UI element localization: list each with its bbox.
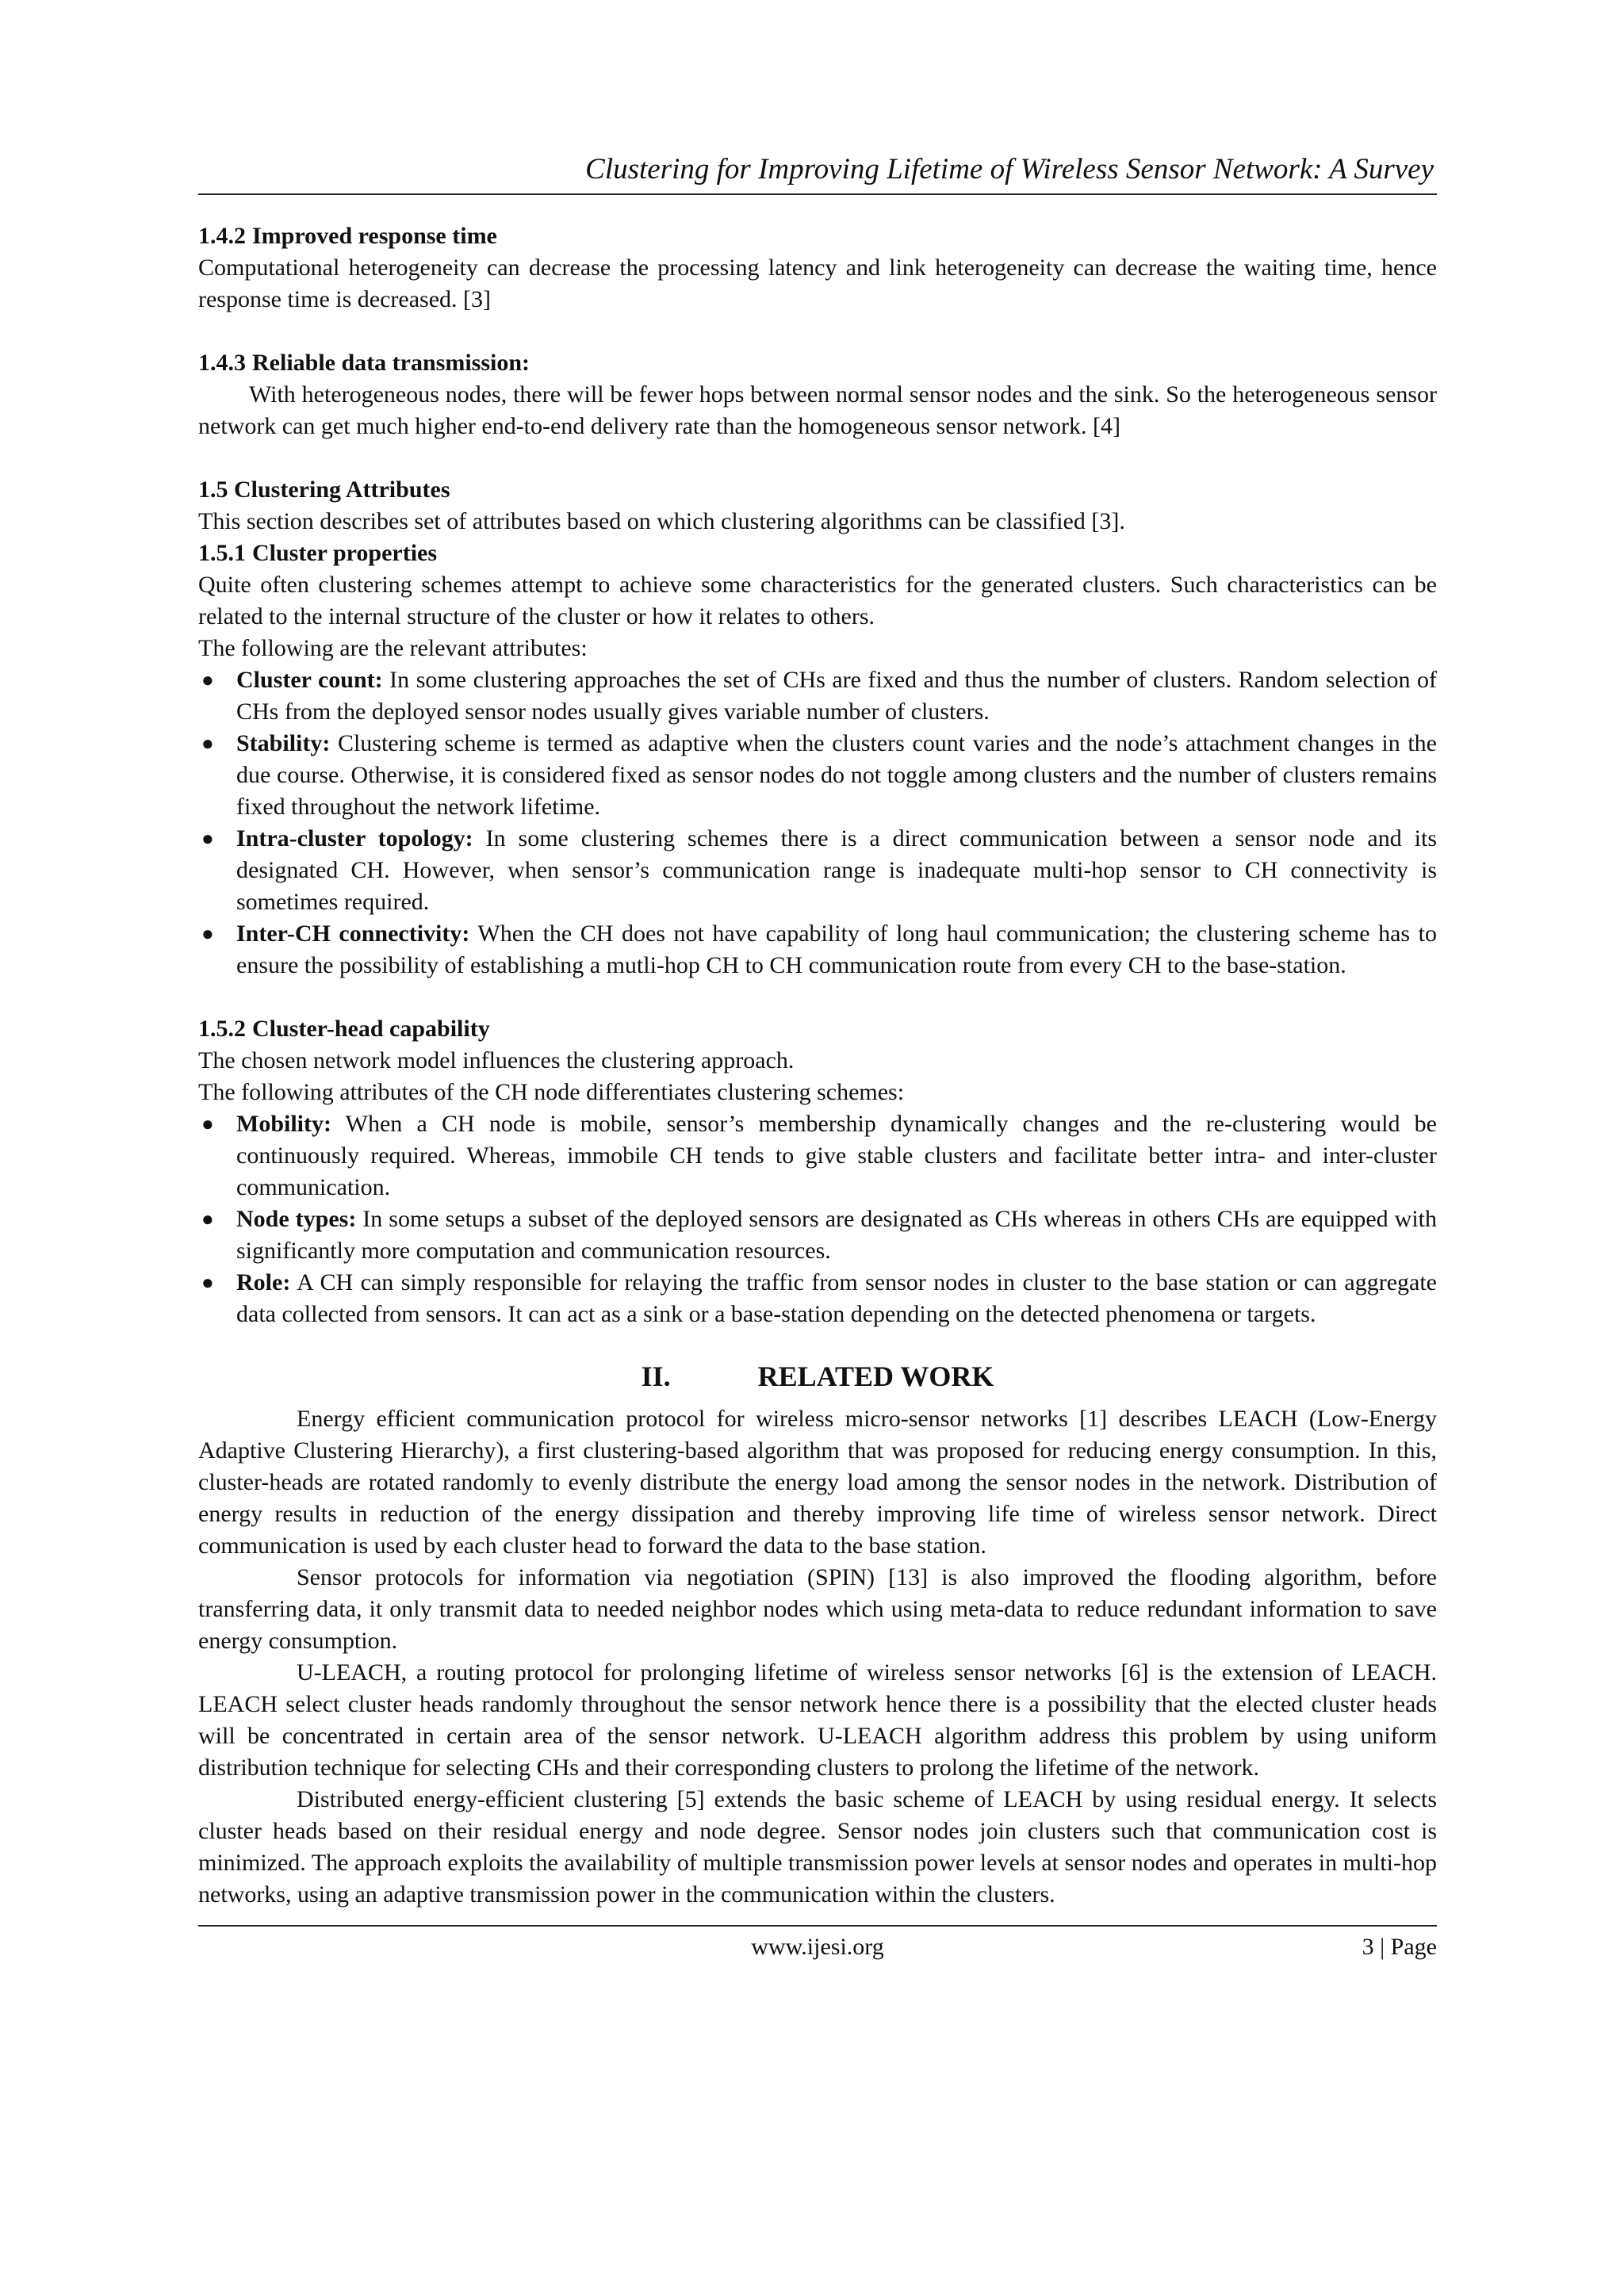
heading-title: Cluster properties xyxy=(252,540,438,566)
paragraph-network-model: The chosen network model influences the clustering approach. xyxy=(198,1047,795,1073)
paragraph-distributed-clustering: Distributed energy-efficient clustering [5] extends the basic scheme of LEACH by using residual energy. It selects cluster heads based on their residual energy and node degree. Sensor nodes join clusters such that communication cost is minimized. The approach exploits the availability of multiple transmission power levels at sensor nodes and operates in multi-hop networks, using an adaptive transmission power in the communication within the clusters. xyxy=(198,1786,1437,1908)
heading-number: 1.4.2 xyxy=(198,223,246,249)
list-term: Role: xyxy=(236,1269,291,1295)
list-item xyxy=(198,823,1437,918)
heading-number: 1.5.2 xyxy=(198,1016,246,1042)
list-item xyxy=(198,1267,1437,1330)
list-item xyxy=(198,1203,1437,1267)
page xyxy=(198,151,1437,1965)
list-term: Intra-cluster topology: xyxy=(236,825,473,851)
list-item xyxy=(198,728,1437,823)
heading-title: Cluster-head capability xyxy=(252,1016,490,1042)
section-heading-related-work xyxy=(198,1357,1437,1395)
ch-capability-list xyxy=(198,1108,1437,1330)
paragraph-cluster-properties: Quite often clustering schemes attempt to achieve some characteristics for the generated clusters. Such characteristics can be related to the internal structure of the cluster or how it relates to others. xyxy=(198,572,1437,629)
paragraph-u-leach: U-LEACH, a routing protocol for prolonging lifetime of wireless sensor networks [6] is the extension of LEACH. LEACH select cluster heads randomly throughout the sensor network hence there is a possibility that the elected cluster heads will be concentrated in certain area of the sensor network. U-LEACH algorithm address this problem by using uniform distribution technique for selecting CHs and their corresponding clusters to prolong the lifetime of the network. xyxy=(198,1659,1437,1781)
heading-1-5 xyxy=(198,474,1437,506)
paragraph-spin: Sensor protocols for information via negotiation (SPIN) [13] is also improved the flooding algorithm, before transferring data, it only transmit data to needed neighbor nodes which using meta-data to reduce redundant information to save energy consumption. xyxy=(198,1564,1437,1654)
bullet-icon: ● xyxy=(201,732,214,755)
paragraph-relevant-attributes: The following are the relevant attributes: xyxy=(198,635,588,661)
list-term: Mobility: xyxy=(236,1111,331,1137)
list-term: Inter-CH connectivity: xyxy=(236,920,470,947)
section-title: RELATED WORK xyxy=(757,1360,994,1392)
paragraph-clustering-attributes: This section describes set of attributes based on which clustering algorithms can be classified [3]. xyxy=(198,508,1125,534)
heading-number: 1.4.3 xyxy=(198,350,246,376)
list-item xyxy=(198,664,1437,728)
list-term: Stability: xyxy=(236,730,331,756)
heading-number: 1.5 xyxy=(198,476,228,503)
heading-1-5-2 xyxy=(198,1013,1437,1045)
list-text: When a CH node is mobile, sensor’s membership dynamically changes and the re-clustering would be continuously required. Whereas, immobile CH tends to give stable clusters and facilitate better intra- and inter-cluster communication. xyxy=(236,1111,1437,1200)
heading-1-4-2 xyxy=(198,220,1437,252)
footer-website: www.ijesi.org xyxy=(751,1934,884,1960)
list-text: Clustering scheme is termed as adaptive when the clusters count varies and the node’s attachment changes in the due course. Otherwise, it is considered fixed as sensor nodes do not toggle among clusters and the number of clusters remains fixed throughout the network lifetime. xyxy=(236,730,1437,820)
page-content xyxy=(198,220,1437,1911)
bullet-icon: ● xyxy=(201,827,214,850)
heading-number: 1.5.1 xyxy=(198,540,246,566)
bullet-icon: ● xyxy=(201,922,214,945)
paragraph-response-time: Computational heterogeneity can decrease the processing latency and link heterogeneity can decrease the waiting time, hence response time is decreased. [3] xyxy=(198,254,1437,312)
header-rule xyxy=(198,193,1437,195)
list-item xyxy=(198,1108,1437,1203)
list-text: When the CH does not have capability of long haul communication; the clustering scheme has to ensure the possibility of establishing a mutli-hop CH to CH communication route from every CH to the base-station. xyxy=(236,920,1437,978)
list-term: Node types: xyxy=(236,1206,357,1232)
heading-1-4-3 xyxy=(198,347,1437,379)
list-text: A CH can simply responsible for relaying the traffic from sensor nodes in cluster to the base station or can aggregate data collected from sensors. It can act as a sink or a base-station depending on the detected phenomena or targets. xyxy=(236,1269,1437,1327)
bullet-icon: ● xyxy=(201,668,214,691)
list-text: In some clustering approaches the set of CHs are fixed and thus the number of clusters. Random selection of CHs from the deployed sensor nodes usually gives variable number of clusters. xyxy=(236,667,1437,725)
heading-title: Reliable data transmission: xyxy=(252,350,530,376)
section-number: II. xyxy=(641,1360,671,1392)
heading-title: Improved response time xyxy=(252,223,497,249)
page-footer xyxy=(198,1930,1437,1965)
heading-title: Clustering Attributes xyxy=(234,476,450,503)
paragraph-reliable-transmission: With heterogeneous nodes, there will be fewer hops between normal sensor nodes and the sink. So the heterogeneous sensor network can get much higher end-to-end delivery rate than the homogeneous sensor network. [4] xyxy=(198,381,1437,439)
bullet-icon: ● xyxy=(201,1207,214,1230)
running-header: Clustering for Improving Lifetime of Wireless Sensor Network: A Survey xyxy=(585,153,1434,186)
heading-1-5-1 xyxy=(198,538,1437,569)
list-text: In some clustering schemes there is a direct communication between a sensor node and its designated CH. However, when sensor’s communication range is inadequate multi-hop sensor to CH connectivity is sometimes required. xyxy=(236,825,1437,915)
paragraph-ch-attributes: The following attributes of the CH node differentiates clustering schemes: xyxy=(198,1079,905,1105)
list-item xyxy=(198,918,1437,982)
page-number: 3 | Page xyxy=(1362,1934,1437,1960)
list-text: In some setups a subset of the deployed sensors are designated as CHs whereas in others CHs are equipped with significantly more computation and communication resources. xyxy=(236,1206,1437,1264)
bullet-icon: ● xyxy=(201,1271,214,1294)
footer-rule xyxy=(198,1925,1437,1927)
bullet-icon: ● xyxy=(201,1112,214,1135)
cluster-properties-list xyxy=(198,664,1437,982)
list-term: Cluster count: xyxy=(236,667,383,693)
paragraph-leach: Energy efficient communication protocol for wireless micro-sensor networks [1] describes LEACH (Low-Energy Adaptive Clustering Hierarchy), a first clustering-based algorithm that was proposed for reducing energy consumption. In this, cluster-heads are rotated randomly to evenly distribute the energy load among the sensor nodes in the network. Distribution of energy results in reduction of the energy dissipation and thereby improving life time of wireless sensor network. Direct communication is used by each cluster head to forward the data to the base station. xyxy=(198,1406,1437,1559)
